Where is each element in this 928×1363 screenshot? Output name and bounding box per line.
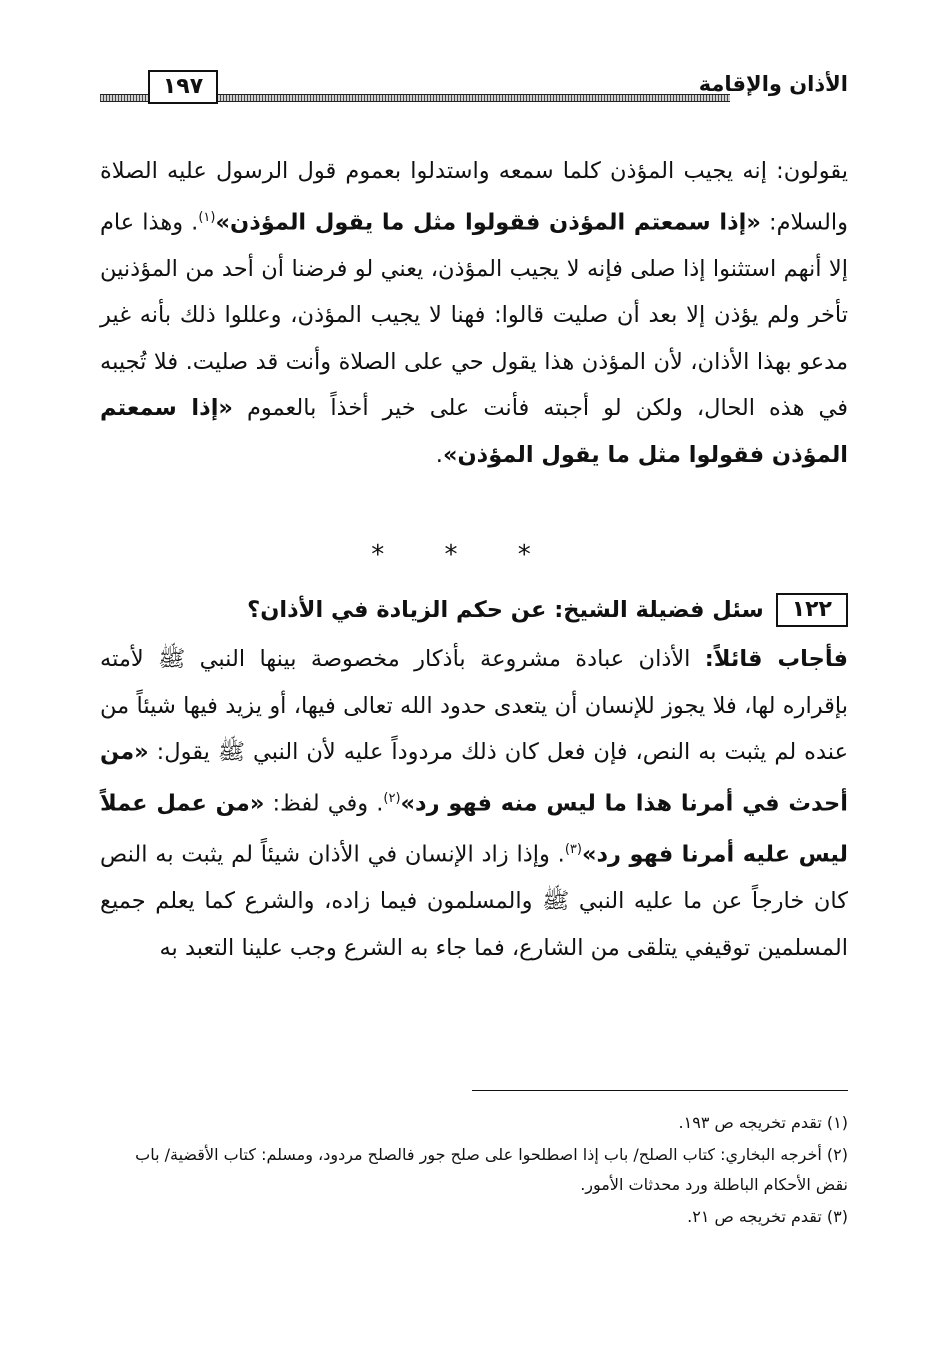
question-number: ١٢٢	[776, 593, 848, 627]
footnote-ref: (١)	[198, 209, 216, 225]
footnote-ref: (٣)	[564, 841, 582, 857]
main-text	[100, 148, 848, 479]
text-span: يقولون: إنه يجيب المؤذن كلما سمعه واستدلوا بعموم قول الرسول عليه الصلاة والسلام:	[100, 158, 848, 236]
text-span: . وإذا زاد الإنسان في الأذان شيئاً لم يثبت به النص كان خارجاً عن ما عليه النبي ﷺ والمسلمون فيما زاده، والشرع كما يعلم جميع المسلمين توقيفي يتلقى من الشارع، فما جاء به الشرع وجب علينا التعبد به	[100, 841, 848, 961]
page-number: ١٩٧	[148, 70, 218, 104]
text-span: . وهذا عام إلا أنهم استثنوا إذا صلى فإنه لا يجيب المؤذن، يعني لو فرضنا أن أحد من المؤذنين تأخر ولم يؤذن إلا بعد أن صليت قالوا: فهنا لا يجيب المؤذن، وعللوا ذلك بأنه غير مدعو بهذا الأذان، لأن المؤذن هذا يقول حي على الصلاة وأنت قد صليت. فلا تُجيبه في هذه الحال، ولكن لو أجبته فأنت على خير أخذاً بالعموم	[100, 209, 848, 422]
footnote: (٣) تقدم تخريجه ص ٢١.	[687, 1207, 848, 1226]
text-span: .	[435, 442, 443, 469]
running-header	[100, 66, 848, 106]
paragraph	[100, 148, 848, 479]
footnote: (٢) أخرجه البخاري: كتاب الصلح/ باب إذا اصطلحوا على صلح جور فالصلح مردود، ومسلم: كتاب الأقضية/ باب نقض الأحكام الباطلة ورد محدثات الأمور.	[135, 1145, 848, 1194]
answer-lead: فأجاب قائلاً:	[704, 646, 849, 672]
chapter-title: الأذان والإقامة	[698, 72, 848, 96]
paragraph	[100, 636, 848, 971]
hadith-quote: «من عمل عملاً ليس عليه أمرنا فهو رد»	[100, 790, 849, 868]
hadith-quote: «إذا سمعتم المؤذن فقولوا مثل ما يقول المؤذن»	[215, 209, 761, 236]
text-span: الأذان عبادة مشروعة بأذكار مخصوصة بينها النبي ﷺ لأمته بإقراره لها، فلا يجوز للإنسان أن يتعدى حدود الله تعالى فيها، أو يزيد فيها شيئاً من عنده لم يثبت به النص، فإن فعل كان ذلك مردوداً عليه لأن النبي ﷺ يقول:	[100, 646, 848, 766]
hadith-quote: «إذا سمعتم المؤذن فقولوا مثل ما يقول المؤذن»	[100, 395, 848, 469]
section-separator: * * *	[371, 540, 557, 570]
text-span: . وفي لفظ:	[264, 790, 384, 817]
footnote-ref: (٢)	[383, 790, 401, 806]
hadith-quote: «من أحدث في أمرنا هذا ما ليس منه فهو رد»	[100, 739, 848, 817]
question-heading	[100, 588, 848, 632]
question-text: سئل فضيلة الشيخ: عن حكم الزيادة في الأذان؟	[247, 597, 764, 623]
footnotes	[100, 1108, 848, 1234]
footnote-divider	[472, 1090, 848, 1091]
footnote: (١) تقدم تخريجه ص ١٩٣.	[678, 1113, 848, 1132]
answer-text	[100, 636, 848, 971]
